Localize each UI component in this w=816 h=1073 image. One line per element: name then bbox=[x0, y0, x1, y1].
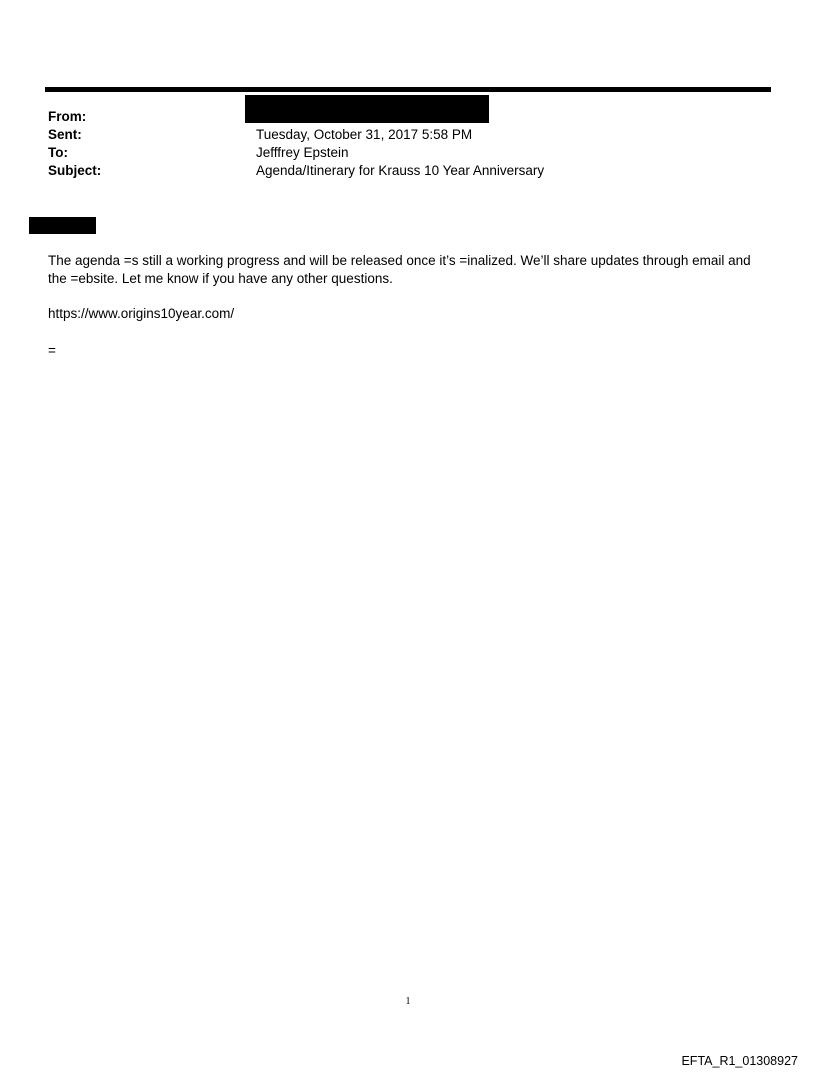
subject-label: Subject: bbox=[48, 163, 102, 178]
website-link[interactable]: https://www.origins10year.com/ bbox=[48, 306, 235, 321]
sent-value: Tuesday, October 31, 2017 5:58 PM bbox=[256, 127, 473, 142]
to-label: To: bbox=[48, 145, 68, 160]
message-trailer: = bbox=[48, 343, 56, 358]
subject-value: Agenda/Itinerary for Krauss 10 Year Anniversary bbox=[256, 163, 545, 178]
greeting-redaction bbox=[29, 217, 96, 234]
from-redaction bbox=[245, 95, 489, 123]
header-top-rule bbox=[45, 87, 771, 92]
sent-label: Sent: bbox=[48, 127, 82, 142]
from-label: From: bbox=[48, 109, 87, 124]
page-number: 1 bbox=[405, 996, 411, 1007]
message-body-paragraph: The agenda =s still a working progress and will be released once it’s =inalized. We’ll share updates through email and the =ebsite. Let me know if you have any other questions. bbox=[48, 253, 751, 286]
to-value: Jefffrey Epstein bbox=[256, 145, 349, 160]
document-id: EFTA_R1_01308927 bbox=[681, 1054, 798, 1068]
